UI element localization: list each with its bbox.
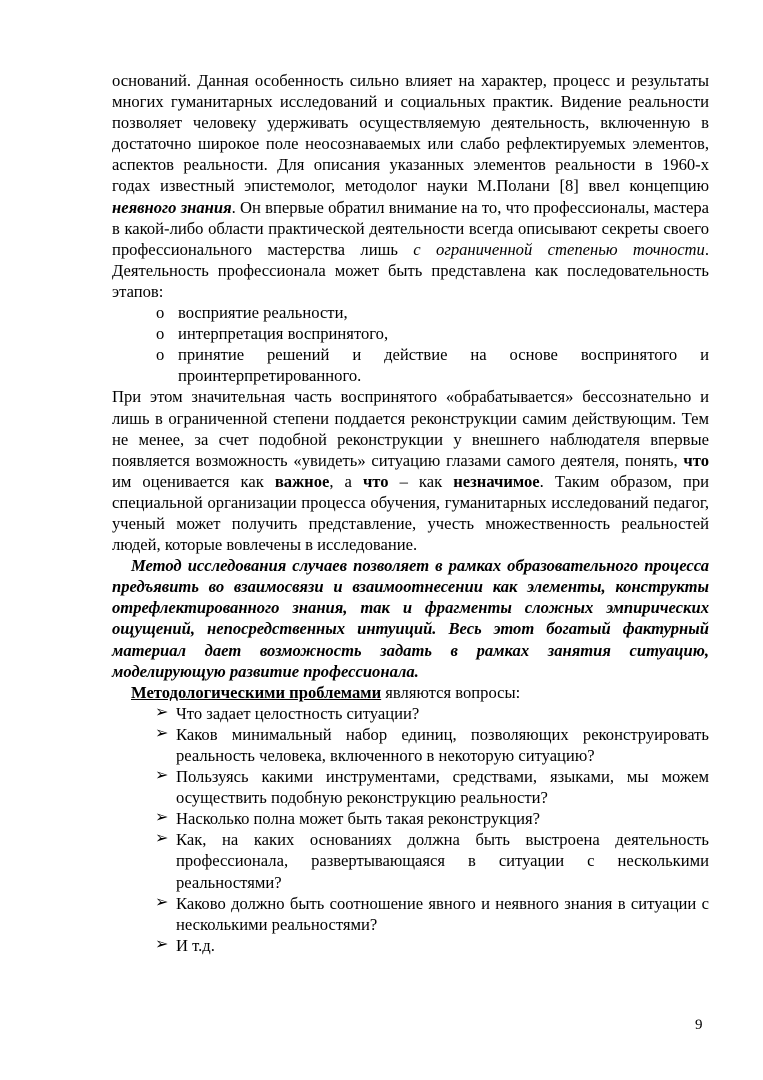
list-item bbox=[112, 935, 709, 956]
list-item bbox=[112, 724, 709, 766]
text-run: им оценивается как bbox=[112, 471, 275, 491]
bold-word: важное bbox=[274, 471, 330, 491]
circle-bullet-icon: o bbox=[156, 345, 165, 365]
list-item-text: Насколько полна может быть такая реконструкция? bbox=[176, 809, 540, 829]
page-body bbox=[112, 70, 709, 956]
paragraph-reconstruction bbox=[112, 386, 709, 555]
list-item bbox=[112, 808, 709, 829]
list-item bbox=[112, 766, 709, 808]
list-item bbox=[112, 829, 709, 892]
stages-list bbox=[112, 302, 709, 386]
text-run: – как bbox=[388, 471, 454, 491]
arrow-bullet-icon: ➢ bbox=[155, 830, 169, 848]
list-item-text: Пользуясь какими инструментами, средствами, языками, мы можем осуществить подобную реконструкцию реальности? bbox=[176, 767, 709, 808]
text-run: . Таким образом, при специальной организации процесса обучения, гуманитарных исследований педагог, ученый может получить представление, учесть множественность реальностей людей, которые вовлечены в исследование. bbox=[112, 471, 709, 555]
list-item bbox=[112, 703, 709, 724]
list-item-text: Каково должно быть соотношение явного и неявного знания в ситуации с несколькими реальностями? bbox=[176, 893, 709, 934]
arrow-bullet-icon: ➢ bbox=[155, 893, 169, 911]
list-item bbox=[112, 323, 709, 344]
emphasis-tacit-knowledge: неявного знания bbox=[112, 197, 232, 217]
list-item-text: Как, на каких основаниях должна быть выстроена деятельность профессионала, развертывающаяся в ситуации с несколькими реальностями? bbox=[176, 830, 709, 892]
list-item-text: Каков минимальный набор единиц, позволяющих реконструировать реальность человека, включенного в некоторую ситуацию? bbox=[176, 724, 709, 765]
arrow-bullet-icon: ➢ bbox=[155, 809, 169, 827]
arrow-bullet-icon: ➢ bbox=[155, 767, 169, 785]
text-run: являются вопросы: bbox=[381, 682, 521, 702]
text-run: , а bbox=[329, 471, 363, 491]
list-item bbox=[112, 302, 709, 323]
list-item-text: принятие решений и действие на основе воспринятого и проинтерпретированного. bbox=[178, 345, 709, 386]
emphasis-limited-precision: с ограниченной степенью точности bbox=[413, 239, 705, 259]
bold-word: что bbox=[362, 471, 389, 491]
arrow-bullet-icon: ➢ bbox=[155, 935, 169, 953]
arrow-bullet-icon: ➢ bbox=[155, 724, 169, 742]
bold-word: незначимое bbox=[453, 471, 540, 491]
list-item-text: восприятие реальности, bbox=[178, 303, 348, 323]
page-number: 9 bbox=[695, 1017, 703, 1033]
underlined-heading: Методологическими проблемами bbox=[131, 682, 382, 702]
circle-bullet-icon: o bbox=[156, 324, 165, 344]
list-item bbox=[112, 344, 709, 386]
list-item-text: интерпретация воспринятого, bbox=[178, 324, 389, 344]
paragraph-case-method: Метод исследования случаев позволяет в рамках образовательного процесса предъявить во взаимосвязи и взаимоотнесении как элементы, конструкты отрефлектированного знания, так и фрагменты сложных эмпирических ощущений, непосредственных интуиций. Весь этот богатый фактурный материал дает возможность задать в рамках занятия ситуацию, моделирующую развитие профессионала. bbox=[112, 556, 709, 681]
arrow-bullet-icon: ➢ bbox=[155, 703, 169, 721]
text-run: . Деятельность профессионала может быть представлена как последовательность этапов: bbox=[112, 239, 709, 301]
bold-word: что bbox=[683, 450, 709, 470]
text-run: . Он впервые обратил внимание на то, что профессионалы, мастера в какой-либо области практической деятельности всегда описывают секреты своего профессионального мастерства лишь bbox=[112, 197, 709, 259]
text-run: оснований. Данная особенность сильно влияет на характер, процесс и результаты многих гуманитарных исследований и социальных практик. Видение реальности позволяет человеку удерживать осуществляемую деятельность, включенную в достаточно широкое поле неосознаваемых или слабо рефлектируемых элементов, аспектов реальности. Для описания указанных элементов реальности в 1960-х годах известный эпистемолог, методолог науки М.Полани [8] ввел концепцию bbox=[112, 71, 709, 196]
text-run: При этом значительная часть воспринятого «обрабатывается» бессознательно и лишь в ограниченной степени поддается реконструкции самим действующим. Тем не менее, за счет подобной реконструкции у внешнего наблюдателя впервые появляется возможность «увидеть» ситуацию глазами самого деятеля, понять, bbox=[112, 387, 709, 470]
questions-list bbox=[112, 703, 709, 956]
list-item-text: Что задает целостность ситуации? bbox=[176, 703, 420, 723]
paragraph-methodological-problems bbox=[112, 682, 709, 703]
circle-bullet-icon: o bbox=[156, 303, 165, 323]
paragraph-polanyi bbox=[112, 70, 709, 302]
list-item-text: И т.д. bbox=[176, 935, 215, 955]
list-item bbox=[112, 893, 709, 935]
